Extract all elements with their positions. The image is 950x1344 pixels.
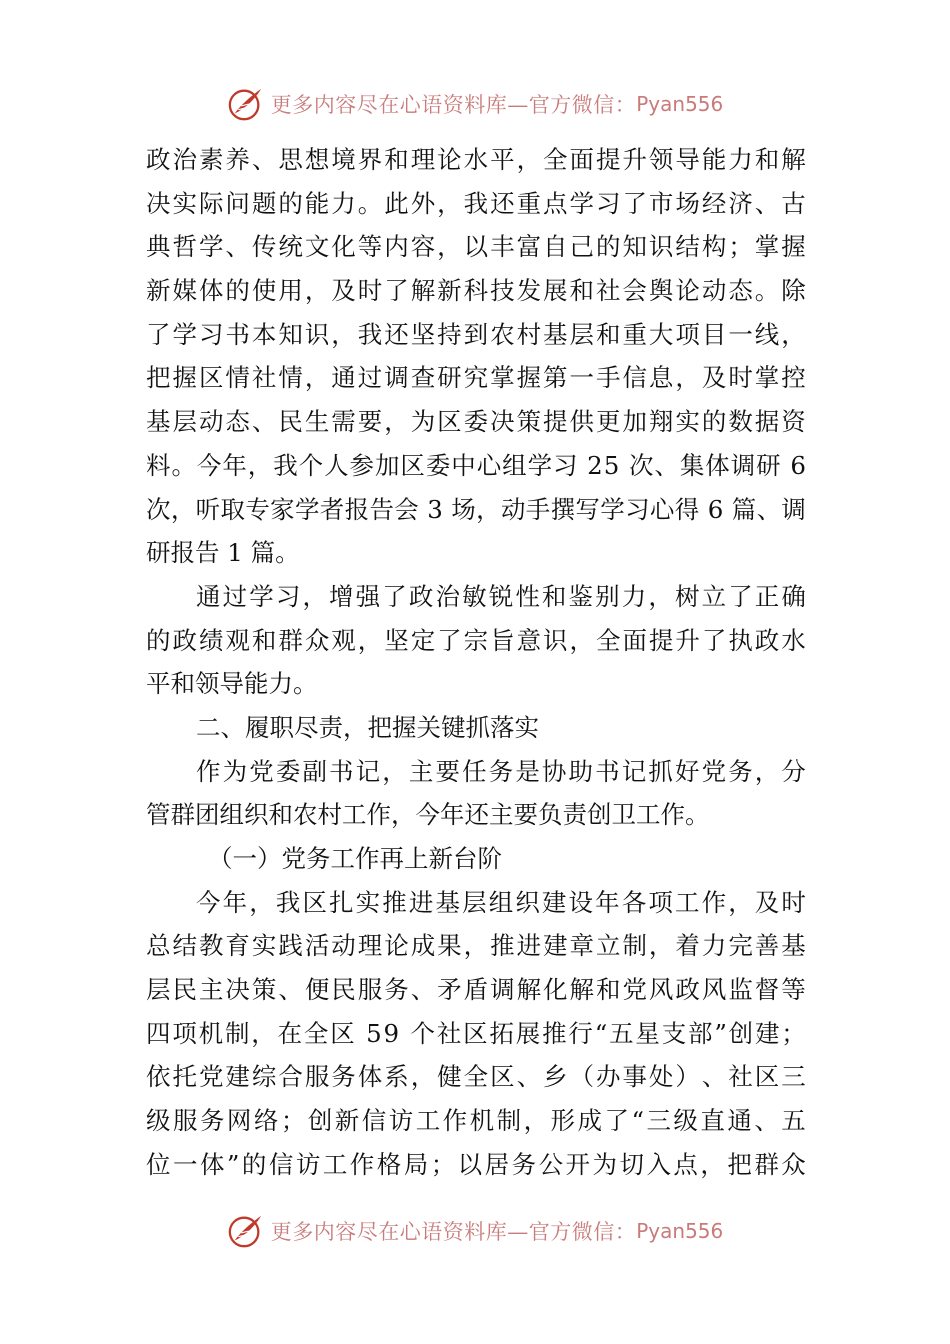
watermark-wechat-id: Pyan556 (636, 92, 724, 116)
body-line: 层 民 主 决 策 、 便 民 服 务 、 矛 盾 调 解 化 解 和 党 风 政 风 监 督 等 (146, 975, 806, 1005)
body-line: 次 ， 听 取 专 家 学 者 报 告 会 3 场 ， 动 手 撰 写 学 习 心 得 6 篇 、 调 (146, 494, 806, 524)
header-watermark-banner (0, 82, 950, 126)
section-heading: 二、履职尽责，把握关键抓落实 (196, 712, 539, 742)
body-line: 基 层 动 态 、 民 生 需 要 ， 为 区 委 决 策 提 供 更 加 翔 实 的 数 据 资 (146, 407, 806, 437)
watermark-text: 更多内容尽在心语资料库—官方微信： (270, 93, 637, 117)
body-line: 位 一 体 ” 的 信 访 工 作 格 局 ； 以 居 务 公 开 为 切 入 点 ， 把 群 众 (146, 1149, 806, 1179)
body-line: 管群团组织和农村工作，今年还主要负责创卫工作。 (146, 800, 710, 830)
body-line: 级 服 务 网 络 ； 创 新 信 访 工 作 机 制 ， 形 成 了 “ 三 级 直 通 、 五 (146, 1106, 806, 1136)
body-line: 总 结 教 育 实 践 活 动 理 论 成 果 ， 推 进 建 章 立 制 ， 着 力 完 善 基 (146, 931, 806, 961)
body-line: 平和领导能力。 (146, 669, 318, 699)
body-line: 研报告 1 篇。 (146, 538, 300, 568)
body-line: 政 治 素 养 、 思 想 境 界 和 理 论 水 平 ， 全 面 提 升 领 导 能 力 和 解 (146, 145, 806, 174)
quill-logo-icon (227, 85, 265, 123)
document-body (146, 138, 806, 1187)
body-line: 的 政 绩 观 和 群 众 观 ， 坚 定 了 宗 旨 意 识 ， 全 面 提 升 了 执 政 水 (146, 625, 806, 655)
watermark-wechat-id: Pyan556 (636, 1219, 724, 1243)
watermark-text: 更多内容尽在心语资料库—官方微信： (270, 1220, 637, 1244)
body-line: 把 握 区 情 社 情 ， 通 过 调 查 研 究 掌 握 第 一 手 信 息 ， 及 时 掌 控 (146, 363, 806, 393)
paragraph-start-line: 作 为 党 委 副 书 记 ， 主 要 任 务 是 协 助 书 记 抓 好 党 务 ， 分 (196, 756, 806, 786)
body-line: 料 。 今 年 ， 我 个 人 参 加 区 委 中 心 组 学 习 2 5 次 、 集 体 调 研 6 (146, 450, 806, 480)
body-line: 了 学 习 书 本 知 识 ， 我 还 坚 持 到 农 村 基 层 和 重 大 项 目 一 线 ， (146, 319, 806, 349)
subsection-heading: （一）党务工作再上新台阶 (208, 844, 502, 873)
body-line: 典 哲 学 、 传 统 文 化 等 内 容 ， 以 丰 富 自 己 的 知 识 结 构 ； 掌 握 (146, 232, 806, 262)
paragraph-start-line: 通 过 学 习 ， 增 强 了 政 治 敏 锐 性 和 鉴 别 力 ， 树 立 了 正 确 (196, 581, 806, 611)
body-line: 依 托 党 建 综 合 服 务 体 系 ， 健 全 区 、 乡 （ 办 事 处 ） 、 社 区 三 (146, 1062, 806, 1092)
body-line: 决 实 际 问 题 的 能 力 。 此 外 ， 我 还 重 点 学 习 了 市 场 经 济 、 古 (146, 188, 806, 218)
quill-logo-icon (227, 1212, 265, 1250)
body-line: 新 媒 体 的 使 用 ， 及 时 了 解 新 科 技 发 展 和 社 会 舆 论 动 态 。 除 (146, 276, 806, 306)
paragraph-start-line: 今 年 ， 我 区 扎 实 推 进 基 层 组 织 建 设 年 各 项 工 作 ， 及 时 (196, 887, 806, 917)
body-line: 四 项 机 制 ， 在 全 区 5 9 个 社 区 拓 展 推 行 “ 五 星 支 部 ” 创 建 ； (146, 1018, 806, 1048)
footer-watermark-banner (0, 1209, 950, 1253)
